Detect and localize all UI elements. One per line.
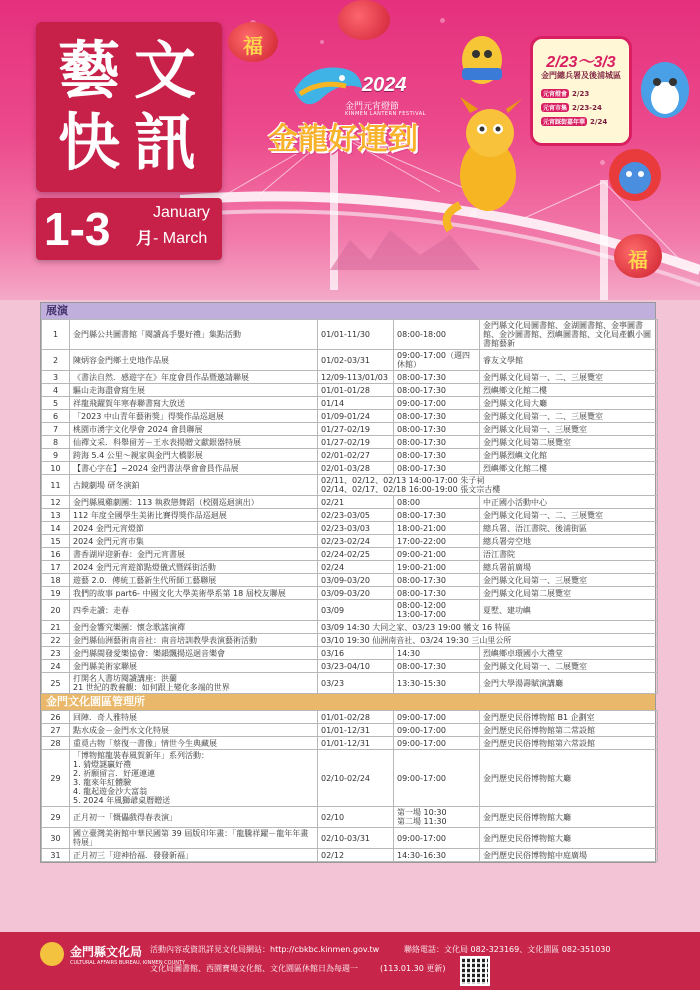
event-name: 正月初三「迎神拾福．發發新福」 [70,849,318,862]
lantern-left: 福 [228,22,278,62]
row-number: 20 [42,600,70,621]
event-time: 08:00-17:30 [394,410,480,423]
logo-subtitle: 金門元宵燈節 [345,102,400,112]
event-place: 金門縣文化局第一、三展覽室 [480,423,658,436]
mascot-left [452,20,512,90]
event-time: 09:00-17:00 [394,711,480,724]
table-row [42,509,658,522]
event-place: 金門縣文化局第二展覽室 [480,587,658,600]
event-place: 中正國小活動中心 [480,496,658,509]
event-date-time-place: 02/11、02/12、02/13 14:00-17:00 朱子祠 02/14、02/17、02/18 16:00-19:00 張文宗古樓 [318,475,658,496]
table-row [42,436,658,449]
table-row [42,621,658,634]
events-table [40,302,656,863]
date-english-end: - March [153,230,208,247]
row-number: 9 [42,449,70,462]
event-date: 01/27-02/19 [318,436,394,449]
title-char: 文 [134,34,197,107]
event-date-time-place: 03/10 19:30 仙洲南音社、03/24 19:30 三山里公所 [318,634,658,647]
header-banner [0,0,700,300]
row-number: 26 [42,711,70,724]
event-dates: 2/23～3/3 [546,54,616,71]
row-number: 13 [42,509,70,522]
footer-contact: 聯絡電話：文化局 082-323169、文化園區 082-351030 [404,945,611,954]
event-name: 2024 金門元宵燈節 [70,522,318,535]
title-char: 快 [58,106,121,179]
lion-mascot [600,140,670,220]
event-time: 08:00-18:00 [394,320,480,350]
event-name: 重覓古物「蔡復一書像」情世今生典藏展 [70,737,318,750]
event-time: 08:00-17:30 [394,423,480,436]
bureau-logo-icon [40,942,64,966]
row-number: 18 [42,574,70,587]
event-name: 「2023 中山青年藝術獎」得獎作品巡迴展 [70,410,318,423]
title-char: 藝 [58,34,121,107]
section-header-cultural-park: 金門文化園區管理所 [41,694,655,710]
event-name: 點水成金－金門水文化特展 [70,724,318,737]
event-name: 2024 金門元宵市集 [70,535,318,548]
event-place: 金門歷史民俗博物館大廳 [480,750,658,807]
event-date: 03/16 [318,647,394,660]
event-name: 2024 金門元宵遊節點燈儀式暨踩街活動 [70,561,318,574]
event-name: 古鏡劇場 研冬演鉑 [70,475,318,496]
event-date: 02/24 [318,561,394,574]
event-place: 金門縣文化局圖書館、金湖圖書館、金寧圖書館、金沙圖書館、烈嶼圖書館、文化局產觀小圖書館藝新 [480,320,658,350]
table-row [42,711,658,724]
table-row [42,574,658,587]
event-time: 09:00-17:00 [394,750,480,807]
mascot-right [632,50,698,130]
row-number: 25 [42,673,70,694]
table-row [42,384,658,397]
row-number: 28 [42,737,70,750]
event-name: 金門縣美術家聯展 [70,660,318,673]
row-number: 23 [42,647,70,660]
event-date: 03/09 [318,600,394,621]
event-time: 第一場 10:30 第二場 11:30 [394,807,480,828]
event-time: 08:00-17:30 [394,384,480,397]
event-date: 02/21 [318,496,394,509]
event-name: 金門縣仙洲藝術南音社：南音培訓教學表演藝術活動 [70,634,318,647]
title-char: 訊 [134,106,197,179]
event-name: 國立臺灣美術館中華民國第 39 屆版印年畫：「龍騰祥躍－龍年年畫特展」 [70,828,318,849]
table-row [42,634,658,647]
event-date: 02/01-03/28 [318,462,394,475]
event-name: 打開名人書坊閱讀講座：洪蘭 21 世紀的教養觀：如何跟上變化多端的世界 [70,673,318,694]
footer [0,932,700,990]
event-place: 總兵署前廣場 [480,561,658,574]
event-date: 01/01-01/28 [318,384,394,397]
event-name: 跨海 5.4 公里～親家與金門大橋影展 [70,449,318,462]
event-place: 金門縣文化局第一、三展覽室 [480,574,658,587]
event-name: 《書法自然．感遊字在》年度會員作品暨邀請聯展 [70,371,318,384]
event-name: 祥龍飛躍賀年寒春聯書寫大放送 [70,397,318,410]
event-date: 02/10 [318,807,394,828]
row-number: 5 [42,397,70,410]
event-place: 金門歷史民俗博物館 B1 企劃室 [480,711,658,724]
event-name: 我們的故事 part6- 中國文化大學美術學系第 18 屆校友聯展 [70,587,318,600]
table-row [42,750,658,807]
table-row [42,807,658,828]
event-name: 金門縣閩發愛樂協會：樂韻飄揚巡迴音樂會 [70,647,318,660]
event-date: 01/01-12/31 [318,737,394,750]
row-number: 12 [42,496,70,509]
footer-closed-days: 文化局圖書館、西園寶場文化館、文化園區休館日為每週一 [150,964,358,973]
event-time: 09:00-17:00（週四休館） [394,350,480,371]
table-row [42,737,658,750]
table-row [42,475,658,496]
event-date: 01/09-01/24 [318,410,394,423]
logo-subtitle-english: KINMEN LANTERN FESTIVAL [345,111,426,117]
event-name: 驅山走海盡會寫生展 [70,384,318,397]
row-number: 11 [42,475,70,496]
event-place: 總兵署旁空地 [480,535,658,548]
event-place: 金門歷史民俗博物館第六常設館 [480,737,658,750]
table-row [42,673,658,694]
row-number: 8 [42,436,70,449]
event-place: 金門縣文化局第一、二、三展覽室 [480,371,658,384]
row-number: 31 [42,849,70,862]
date-range: 1-3 [44,203,111,255]
event-place: 夏墅、建功嶼 [480,600,658,621]
event-time: 09:00-17:00 [394,828,480,849]
event-time: 08:00-17:30 [394,436,480,449]
golden-dragon-mascot [430,95,540,235]
event-row: 元宵踩街嘉年華 2/24 [543,118,608,126]
event-place: 金門縣文化局第一、二、三展覽室 [480,509,658,522]
event-name: 仙禪文采．科舉留芳－王水表揚贈文獻銀器特展 [70,436,318,449]
event-date: 02/23-03/03 [318,522,394,535]
row-number: 29 [42,750,70,807]
table-row [42,397,658,410]
event-time: 08:00-12:00 13:00-17:00 [394,600,480,621]
table-row [42,522,658,535]
event-time: 09:00-21:00 [394,548,480,561]
footer-website[interactable]: 活動內容或資訊詳見文化局網站：http://cbkbc.kinmen.gov.tw [150,945,380,954]
row-number: 16 [42,548,70,561]
event-place: 金門歷史民俗博物館大廳 [480,807,658,828]
lantern-top [338,0,390,40]
table-row [42,587,658,600]
event-time: 08:00-17:30 [394,371,480,384]
event-date: 03/09-03/20 [318,587,394,600]
event-date: 12/09-113/01/03 [318,371,394,384]
table-row [42,320,658,350]
event-name: 正月初一「慨儡戲得春表演」 [70,807,318,828]
row-number: 15 [42,535,70,548]
event-date: 02/23-03/05 [318,509,394,522]
row-number: 6 [42,410,70,423]
event-row: 元宵燈會 2/23 [543,90,590,98]
event-time: 09:00-17:00 [394,397,480,410]
event-time: 09:00-17:00 [394,724,480,737]
event-time: 19:00-21:00 [394,561,480,574]
event-time: 08:00-17:30 [394,660,480,673]
date-english-start: January [153,204,210,221]
event-name: 書香湖岸迎新春：金門元宵書展 [70,548,318,561]
event-venue: 金門總兵署及後浦城區 [541,71,621,80]
event-name: 陳炳容金門鄉土史地作品展 [70,350,318,371]
event-name: 【書心字在】~2024 金門書法學會會員作品展 [70,462,318,475]
event-date: 02/10-03/31 [318,828,394,849]
event-time: 08:00-17:30 [394,509,480,522]
row-number: 17 [42,561,70,574]
event-place: 金門縣文化局第二展覽室 [480,436,658,449]
event-name: 「博物館龍裝春風賀新年」系列活動： 1. 猜燈謎贏好禮 2. 祈願留言．好運連連 3. 龍來年紅體驗 4. 龍起遊金沙大富翁 5. 2024 年風獅爺桌曆贈送 [70,750,318,807]
event-place: 金門歷史民俗博物館中庭廣場 [480,849,658,862]
row-number: 30 [42,828,70,849]
event-name: 回陣．奇人雅特展 [70,711,318,724]
event-time: 17:00-22:00 [394,535,480,548]
table-row [42,462,658,475]
event-date: 01/27-02/19 [318,423,394,436]
event-place: 烈嶼鄉文化館二樓 [480,462,658,475]
event-name: 金門縣公共圖書館「閱讀高手嬰好禮」集點活動 [70,320,318,350]
table-row [42,548,658,561]
event-date: 03/09-03/20 [318,574,394,587]
table-row [42,660,658,673]
lantern-right: 福 [614,234,662,278]
table-row [42,828,658,849]
section-table-performances [41,319,658,694]
event-date: 02/01-02/27 [318,449,394,462]
event-name: 112 年度全國學生美術比賽得獎作品巡迴展 [70,509,318,522]
row-number: 19 [42,587,70,600]
event-name: 金門金響究樂團：懷念歌謠演禪 [70,621,318,634]
event-place: 金門縣文化局第一、二、三展覽室 [480,410,658,423]
event-name: 桃園市湧字文化學會 2024 會員聯展 [70,423,318,436]
event-date: 01/01-12/31 [318,724,394,737]
qr-code-icon[interactable] [460,956,490,986]
table-row [42,423,658,436]
event-name: 遊藝 2.0．傳統工藝新生代所師工藝聯展 [70,574,318,587]
row-number: 27 [42,724,70,737]
event-date: 01/01-11/30 [318,320,394,350]
event-time: 14:30-16:30 [394,849,480,862]
table-row [42,724,658,737]
event-place: 金門歷史民俗博物館第二常設館 [480,724,658,737]
event-time: 08:00-17:30 [394,574,480,587]
event-place: 睿友文學館 [480,350,658,371]
title-box [36,22,222,192]
table-row [42,600,658,621]
event-time: 13:30-15:30 [394,673,480,694]
footer-org-name: 金門縣文化局 [70,945,143,959]
event-date: 01/14 [318,397,394,410]
row-number: 22 [42,634,70,647]
event-date: 01/02-03/31 [318,350,394,371]
footer-org-english: CULTURAL AFFAIRS BUREAU, KINMEN COUNTY [70,960,186,966]
event-place: 金門縣烈嶼文化館 [480,449,658,462]
event-time: 08:00-17:30 [394,587,480,600]
table-row [42,371,658,384]
event-time: 08:00-17:30 [394,462,480,475]
event-time: 09:00-17:00 [394,737,480,750]
event-time: 08:00-17:30 [394,449,480,462]
table-row [42,350,658,371]
table-row [42,535,658,548]
row-number: 10 [42,462,70,475]
table-row [42,496,658,509]
row-number: 21 [42,621,70,634]
logo-year: 2024 [362,74,407,96]
event-place: 金門縣文化局大廳 [480,397,658,410]
table-row [42,561,658,574]
row-number: 2 [42,350,70,371]
row-number: 4 [42,384,70,397]
table-row [42,449,658,462]
row-number: 29 [42,807,70,828]
event-date: 02/10-02/24 [318,750,394,807]
event-time: 14:30 [394,647,480,660]
row-number: 24 [42,660,70,673]
event-place: 烈嶼鄉文化館二樓 [480,384,658,397]
row-number: 14 [42,522,70,535]
event-date: 02/23-02/24 [318,535,394,548]
event-date: 01/01-02/28 [318,711,394,724]
event-date: 03/23-04/10 [318,660,394,673]
section-table-cultural-park [41,710,658,862]
table-row [42,849,658,862]
table-row [42,410,658,423]
event-time: 18:00-21:00 [394,522,480,535]
event-date-time-place: 03/09 14:30 大同之家、03/23 19:00 犧文 16 特區 [318,621,658,634]
event-date: 03/23 [318,673,394,694]
event-time: 08:00 [394,496,480,509]
event-row: 元宵市集 2/23-24 [543,104,602,112]
month-unit: 月 [136,229,153,249]
row-number: 1 [42,320,70,350]
event-place: 總兵署、浯江書院、後浦街區 [480,522,658,535]
event-date: 02/24-02/25 [318,548,394,561]
event-name: 四季走讀：走春 [70,600,318,621]
footer-updated: (113.01.30 更新) [380,964,446,973]
slogan: 金龍好運到 [268,122,418,157]
event-place: 金門歷史民俗博物館大廳 [480,828,658,849]
row-number: 3 [42,371,70,384]
row-number: 7 [42,423,70,436]
event-name: 金門縣風雞劇團：113 執救戀舞蹈（校園巡迴演出） [70,496,318,509]
section-header-performances: 展演 [41,303,655,319]
event-place: 烈嶼鄉卓環國小大禮堂 [480,647,658,660]
table-row [42,647,658,660]
event-date: 02/12 [318,849,394,862]
event-info-sign [530,36,632,146]
event-place: 浯江書院 [480,548,658,561]
date-box [36,198,222,260]
event-place: 金門縣文化局第一、二展覽室 [480,660,658,673]
event-place: 金門大學湯壽賦演講廳 [480,673,658,694]
